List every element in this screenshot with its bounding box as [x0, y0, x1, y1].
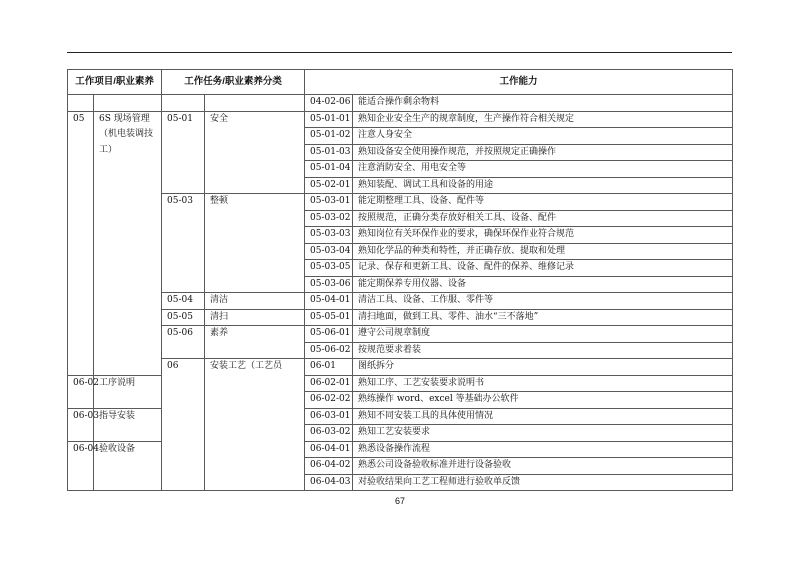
ability-code: 05-01-02 — [305, 128, 353, 145]
ability-code: 05-03-01 — [305, 194, 353, 211]
ability-code: 05-03-06 — [305, 276, 353, 293]
ability-text: 对验收结果向工艺工程师进行验收单反馈 — [353, 474, 733, 491]
task-name: 图纸拆分 — [353, 359, 733, 376]
ability-code: 05-03-02 — [305, 210, 353, 227]
ability-text: 清扫地面，做到工具、零件、油水“三不落地” — [353, 309, 733, 326]
ability-text: 熟知不同安装工具的具体使用情况 — [353, 408, 733, 425]
task-name: 清扫 — [205, 309, 305, 326]
task-name: 验收设备 — [94, 441, 162, 491]
ability-text: 熟悉公司设备验收标准并进行设备验收 — [353, 458, 733, 475]
ability-code: 05-06-02 — [305, 342, 353, 359]
table-row — [68, 359, 733, 376]
table-row — [68, 111, 733, 128]
ability-text: 熟知岗位有关环保作业的要求，确保环保作业符合规范 — [353, 227, 733, 244]
task-code: 05-05 — [162, 309, 205, 326]
ability-text: 能适合操作剩余物料 — [353, 95, 733, 112]
ability-code: 06-04-02 — [305, 458, 353, 475]
ability-text: 注意消防安全、用电安全等 — [353, 161, 733, 178]
ability-text: 记录、保存和更新工具、设备、配件的保养、维修记录 — [353, 260, 733, 277]
ability-text: 熟知企业安全生产的规章制度，生产操作符合相关规定 — [353, 111, 733, 128]
ability-text: 能定期整理工具、设备、配件等 — [353, 194, 733, 211]
ability-code: 06-02-02 — [305, 392, 353, 409]
ability-code: 05-02-01 — [305, 177, 353, 194]
project-name: 6S 现场管理（机电装调技工） — [94, 111, 162, 375]
ability-text: 按照规范，正确分类存放好相关工具、设备、配件 — [353, 210, 733, 227]
ability-text: 按规范要求着装 — [353, 342, 733, 359]
project-name — [94, 95, 162, 112]
task-code: 05-01 — [162, 111, 205, 194]
task-code: 05-03 — [162, 194, 205, 293]
ability-code: 05-01-03 — [305, 144, 353, 161]
task-name: 工序说明 — [94, 375, 162, 408]
table-row — [68, 326, 733, 343]
project-num — [68, 95, 94, 112]
ability-text: 能定期保养专用仪器、设备 — [353, 276, 733, 293]
table-row — [68, 194, 733, 211]
ability-code: 05-03-03 — [305, 227, 353, 244]
ability-text: 熟知设备安全使用操作规范，并按照规定正确操作 — [353, 144, 733, 161]
ability-code: 04-02-06 — [305, 95, 353, 112]
task-code: 06-02 — [68, 375, 94, 408]
table-header-row — [68, 70, 733, 95]
ability-code: 05-06-01 — [305, 326, 353, 343]
ability-code: 05-01-04 — [305, 161, 353, 178]
header-project: 工作项目/职业素养 — [68, 70, 162, 95]
task-name: 素养 — [205, 326, 305, 359]
header-task: 工作任务/职业素养分类 — [162, 70, 305, 95]
ability-text: 熟知装配、调试工具和设备的用途 — [353, 177, 733, 194]
ability-text: 熟练操作 word、excel 等基础办公软件 — [353, 392, 733, 409]
competency-table — [67, 69, 733, 491]
task-code: 05-06 — [162, 326, 205, 359]
project-name: 安装工艺（工艺员 — [205, 359, 305, 491]
ability-code: 06-03-02 — [305, 425, 353, 442]
ability-code: 05-05-01 — [305, 309, 353, 326]
ability-code: 05-01-01 — [305, 111, 353, 128]
task-name: 安全 — [205, 111, 305, 194]
task-code: 06-04 — [68, 441, 94, 491]
ability-code: 05-04-01 — [305, 293, 353, 310]
ability-text: 注意人身安全 — [353, 128, 733, 145]
task-name: 清洁 — [205, 293, 305, 310]
task-name: 整顿 — [205, 194, 305, 293]
ability-text: 熟知工艺安装要求 — [353, 425, 733, 442]
ability-code: 06-03-01 — [305, 408, 353, 425]
table-row — [68, 309, 733, 326]
project-num: 06 — [162, 359, 205, 491]
task-name — [205, 95, 305, 112]
table-row — [68, 293, 733, 310]
page-number: 67 — [394, 496, 405, 506]
ability-code: 05-03-05 — [305, 260, 353, 277]
task-code: 06-03 — [68, 408, 94, 441]
ability-text: 清洁工具、设备、工作服、零件等 — [353, 293, 733, 310]
ability-text: 熟悉设备操作流程 — [353, 441, 733, 458]
header-rule — [67, 52, 732, 53]
task-code: 05-04 — [162, 293, 205, 310]
task-code — [162, 95, 205, 112]
ability-code: 06-04-03 — [305, 474, 353, 491]
header-ability: 工作能力 — [305, 70, 733, 95]
ability-code: 05-03-04 — [305, 243, 353, 260]
table-row — [68, 95, 733, 112]
ability-code: 06-04-01 — [305, 441, 353, 458]
project-num: 05 — [68, 111, 94, 375]
task-code: 06-01 — [305, 359, 353, 376]
task-name: 指导安装 — [94, 408, 162, 441]
ability-text: 熟知化学品的种类和特性，并正确存放、提取和处理 — [353, 243, 733, 260]
ability-code: 06-02-01 — [305, 375, 353, 392]
ability-text: 遵守公司规章制度 — [353, 326, 733, 343]
ability-text: 熟知工序、工艺安装要求说明书 — [353, 375, 733, 392]
